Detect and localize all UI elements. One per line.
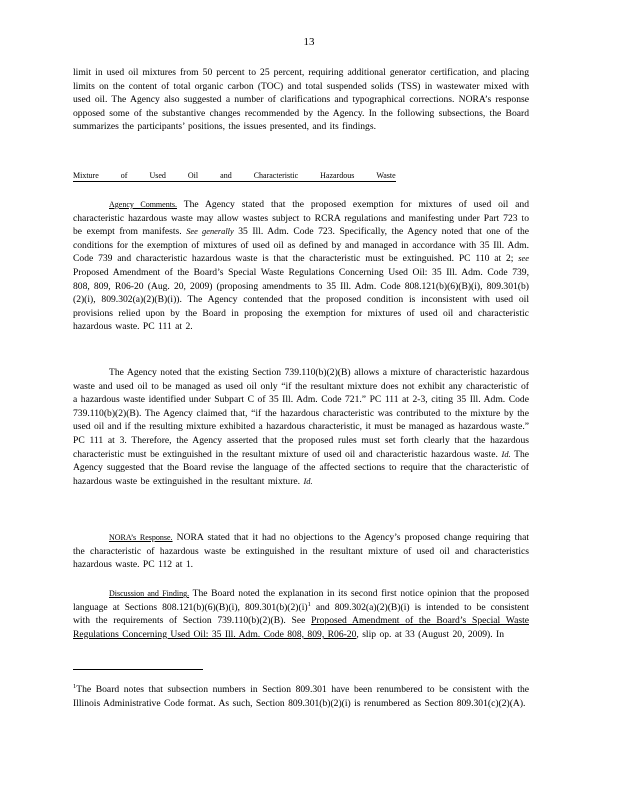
- heading-word: Waste: [376, 171, 396, 180]
- nora-response-paragraph: [73, 531, 529, 572]
- agency-comments-lead: Agency Comments.: [109, 200, 178, 209]
- paragraph-text: Proposed Amendment of the Board’s Special Waste Regulations Concerning Used Oil: 35 Ill. Adm. Code 739, 808, 809, R06-20 (Aug. 20, 2009) (proposing amendments to 35 Ill. Adm. Code 808.121(b)(6)(B)(i), 809.301(b)(2)(i), 809.302(a)(2)(B)(i)). The Agency contended that the proposed condition is inconsistent with used oil provisions relied upon by the Board in proposing the exemption for mixtures of used oil and characteristic hazardous waste. PC 111 at 2.: [73, 266, 529, 333]
- id-citation: Id.: [501, 449, 511, 459]
- paragraph-text: , slip op. at 33 (August 20, 2009). In: [356, 628, 505, 640]
- citation-signal: See generally: [186, 227, 234, 237]
- page-number: 13: [303, 36, 315, 48]
- discussion-lead: Discussion and Finding.: [109, 589, 190, 598]
- citation-signal: see: [518, 254, 529, 264]
- intro-paragraph: limit in used oil mixtures from 50 percent to 25 percent, requiring additional generator certification, and placing limits on the content of total organic carbon (TOC) and total suspended solids (TSS) in wastewater mixed with used oil. The Agency also suggested a number of clarifications and typographical corrections. NORA’s response opposed some of the substantive changes recommended by the Agency. In the following subsections, the Board summarizes the participants’ positions, the issues presented, and its findings.: [73, 67, 529, 133]
- paragraph-text: The Board noted the explanation in its second first notice opinion that the proposed language at Sections 808.121(b)(6)(B)(i), 809.301(b)(2)(i): [73, 588, 529, 613]
- heading-word: Characteristic: [253, 171, 299, 180]
- agency-comments-paragraph: [73, 198, 529, 334]
- footnote-reference: 1: [307, 600, 311, 608]
- heading-word: Mixture: [73, 171, 99, 180]
- heading-word: Oil: [187, 171, 199, 180]
- nora-response-lead: NORA’s Response.: [109, 533, 173, 542]
- paragraph-text: 35 Ill. Adm. Code 723. Specifically, the Agency noted that one of the conditions for the exemption of mixtures of used oil as defined by and managed in accordance with 35 Ill. Adm. Code 739 and characteristic hazardous waste is that the characteristic must be extinguished. PC 110 at 2;: [73, 226, 530, 265]
- discussion-paragraph: [73, 587, 529, 641]
- id-citation: Id.: [303, 476, 313, 486]
- footnote: [73, 683, 529, 710]
- case-citation: Proposed Amendment of the Board’s Special Waste Regulations Concerning Used Oil: 35 Ill. Adm. Code 808, 809, R06-20: [73, 615, 529, 640]
- footnote-divider: [73, 669, 203, 670]
- paragraph-text: NORA stated that it had no objections to the Agency’s proposed change requiring that the characteristic of hazardous waste be extinguished in the resultant mixture of used oil and characteristics hazardous waste. PC 112 at 1.: [73, 532, 529, 571]
- agency-second-paragraph: [73, 366, 529, 488]
- heading-word: Used: [149, 171, 166, 180]
- heading-word: Hazardous: [320, 171, 355, 180]
- section-heading: [73, 171, 396, 182]
- footnote-mark: 1: [73, 682, 77, 690]
- paragraph-text: and 809.302(a)(2)(B)(i) is intended to be consistent with the requirements of Section 739.110(b)(2)(B). See: [73, 601, 529, 627]
- paragraph-text: The Agency suggested that the Board revise the language of the affected sections to require that the characteristic of hazardous waste be extinguished in the resultant mixture.: [73, 448, 530, 487]
- heading-word: and: [220, 171, 232, 180]
- paragraph-text: The Agency stated that the proposed exemption for mixtures of used oil and characteristic hazardous waste may allow wastes subject to RCRA regulations and manifesting under Part 723 to be exempt from manifests.: [73, 199, 529, 238]
- heading-word: of: [120, 171, 128, 180]
- footnote-text: The Board notes that subsection numbers in Section 809.301 have been renumbered to be consistent with the Illinois Administrative Code format. As such, Section 809.301(b)(2)(i) is renumbered as Section 809.301(c)(2)(A).: [73, 684, 529, 709]
- paragraph-text: The Agency noted that the existing Section 739.110(b)(2)(B) allows a mixture of characteristic hazardous waste and used oil to be managed as used oil only “if the resultant mixture does not exhibit any characteristic of a hazardous waste identified under Subpart C of 35 Ill. Adm. Code 721.” PC 111 at 2-3, citing 35 Ill. Adm. Code 739.110(b)(2)(B). The Agency claimed that, “if the hazardous characteristic was contributed to the mixture by the used oil and if the resulting mixture exhibited a hazardous characteristic, it must be managed as hazardous waste.” PC 111 at 3. Therefore, the Agency asserted that the proposed rules must set forth clearly that the hazardous characteristic must be extinguished in the resultant mixture of used oil and characteristic hazardous waste.: [73, 367, 529, 460]
